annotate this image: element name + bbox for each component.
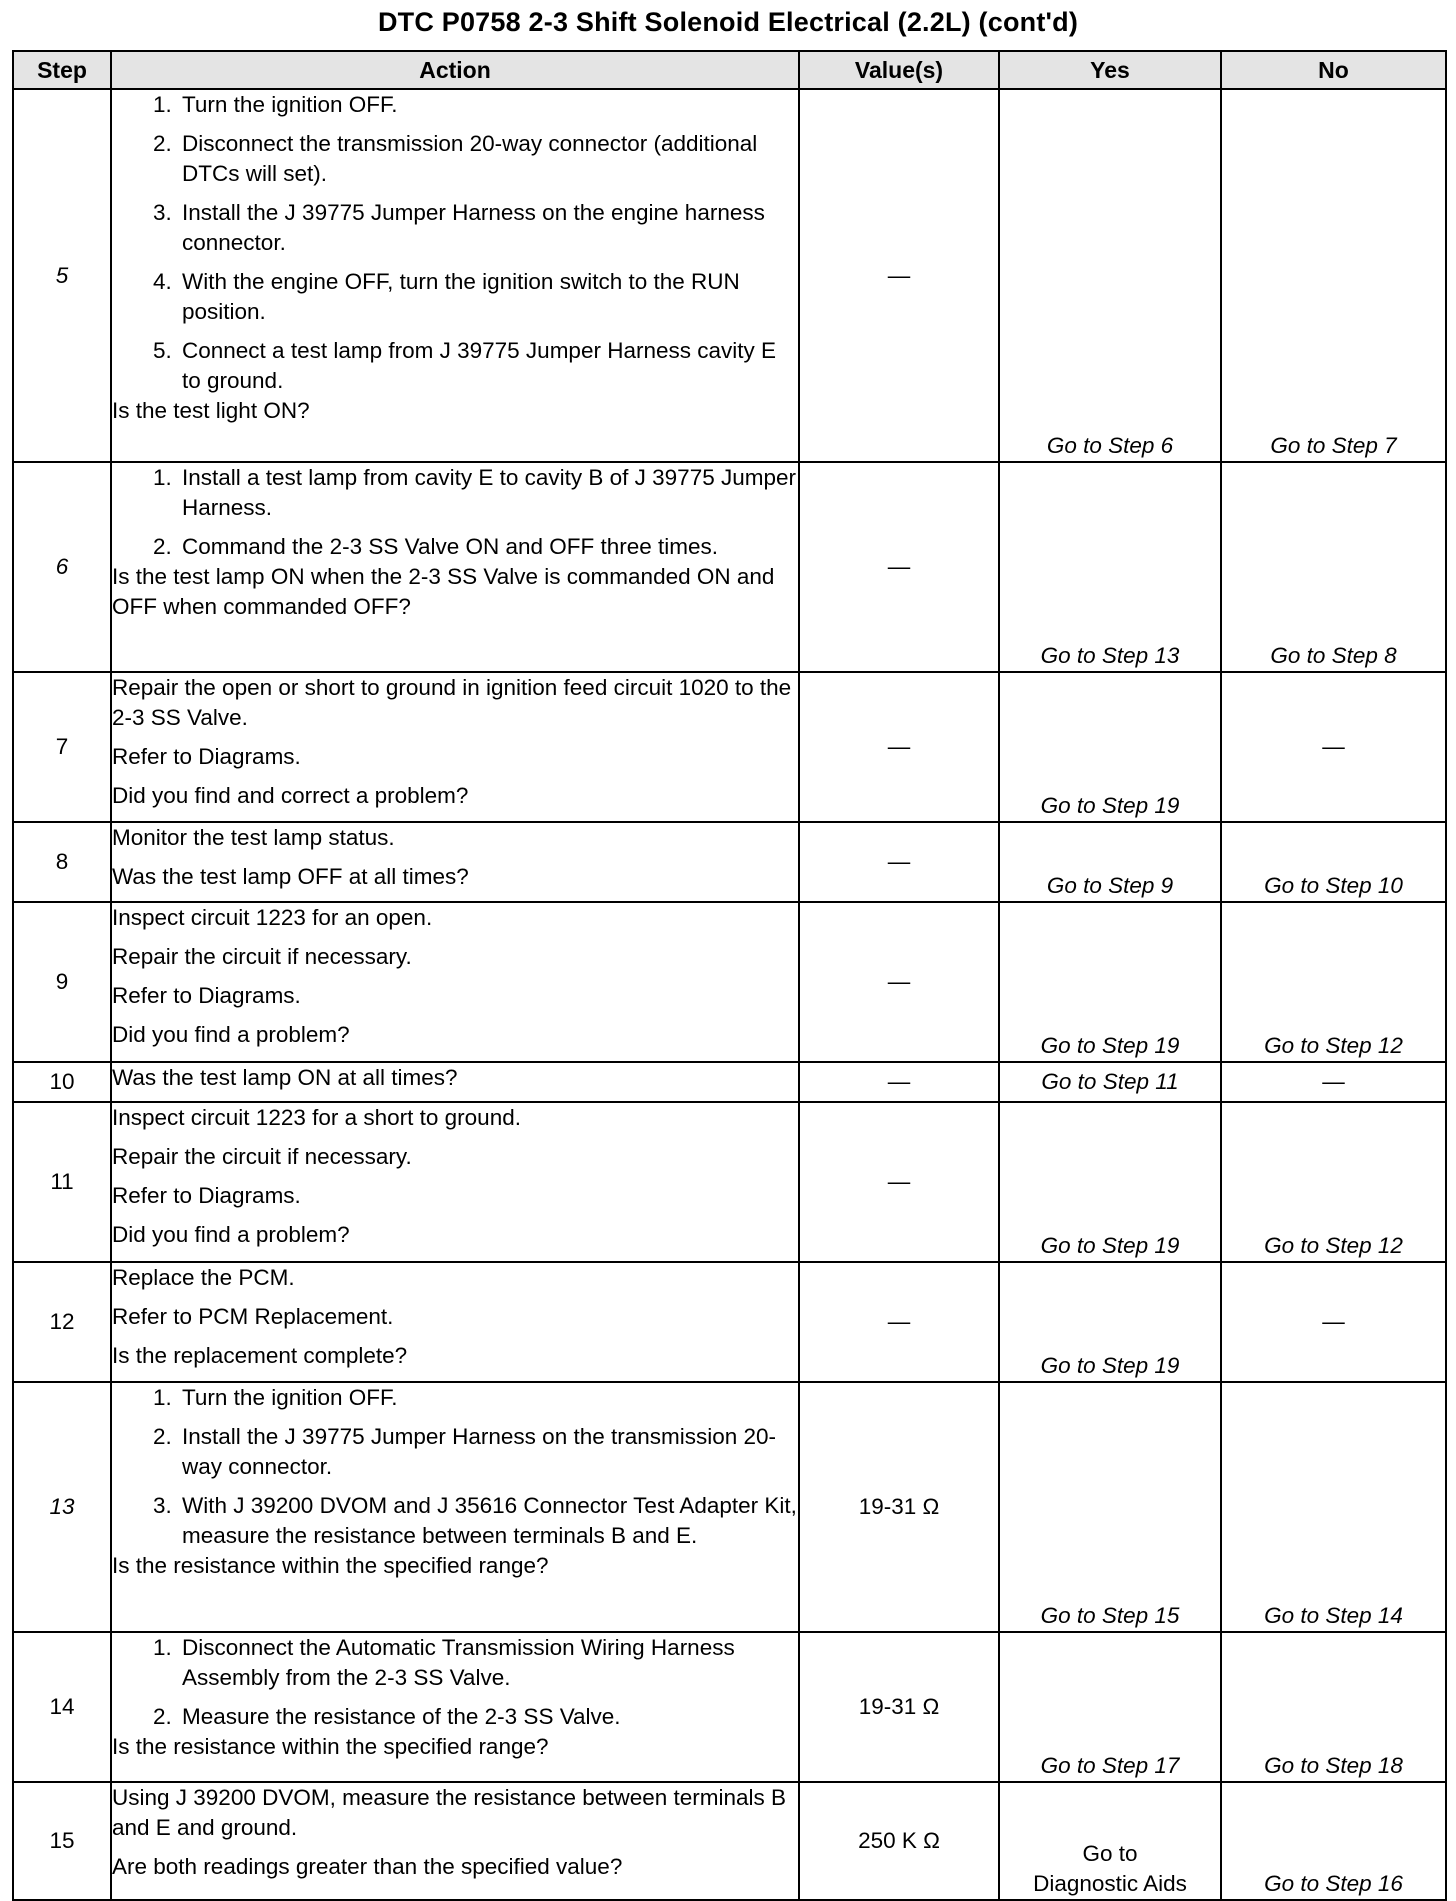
no-cell: Go to Step 16 <box>1221 1782 1446 1900</box>
yes-cell: Go to Step 19 <box>999 1262 1221 1382</box>
action-cell <box>111 1382 799 1632</box>
action-line: Repair the circuit if necessary. <box>112 1144 412 1169</box>
action-line: Refer to PCM Replacement. <box>112 1304 394 1329</box>
action-question: Did you find and correct a problem? <box>112 783 469 808</box>
action-question: Did you find a problem? <box>112 1222 350 1247</box>
yes-cell: Go to Step 11 <box>999 1062 1221 1102</box>
step-number: 11 <box>13 1102 111 1262</box>
action-cell <box>111 1262 799 1382</box>
diagnostic-table <box>12 50 1447 1901</box>
action-line: Inspect circuit 1223 for an open. <box>112 905 433 930</box>
action-list-item: 3. Install the J 39775 Jumper Harness on the engine harness connector. <box>178 198 798 258</box>
action-question: Is the test lamp ON when the 2-3 SS Valve is commanded ON and OFF when commanded OFF? <box>112 564 775 619</box>
header-action: Action <box>111 51 799 89</box>
action-cell <box>111 1782 799 1900</box>
step-number: 7 <box>13 672 111 822</box>
action-list-item: 2. Command the 2-3 SS Valve ON and OFF three times. <box>178 532 798 562</box>
header-yes: Yes <box>999 51 1221 89</box>
header-step: Step <box>13 51 111 89</box>
no-cell: Go to Step 7 <box>1221 89 1446 462</box>
value-cell: 19-31 Ω <box>799 1382 999 1632</box>
action-question: Is the resistance within the specified range? <box>112 1553 549 1578</box>
table-row <box>13 902 1446 1062</box>
action-question: Is the resistance within the specified range? <box>112 1734 549 1759</box>
table-row <box>13 1262 1446 1382</box>
value-cell: — <box>799 89 999 462</box>
action-cell <box>111 672 799 822</box>
table-row <box>13 1632 1446 1782</box>
value-cell: — <box>799 1102 999 1262</box>
action-line: Repair the open or short to ground in ignition feed circuit 1020 to the 2-3 SS Valve. <box>112 675 792 730</box>
step-number: 5 <box>13 89 111 462</box>
no-cell: Go to Step 14 <box>1221 1382 1446 1632</box>
yes-cell: Go to Step 17 <box>999 1632 1221 1782</box>
action-list-item: 1. Install a test lamp from cavity E to cavity B of J 39775 Jumper Harness. <box>178 463 798 523</box>
table-row <box>13 1102 1446 1262</box>
action-line: Replace the PCM. <box>112 1265 295 1290</box>
no-cell: Go to Step 10 <box>1221 822 1446 902</box>
yes-line: Go to <box>1082 1841 1138 1866</box>
page-title: DTC P0758 2-3 Shift Solenoid Electrical (2.2L) (cont'd) <box>377 7 1079 37</box>
no-cell: Go to Step 18 <box>1221 1632 1446 1782</box>
yes-cell: Go to Step 19 <box>999 902 1221 1062</box>
value-cell: — <box>799 1062 999 1102</box>
action-question: Is the replacement complete? <box>112 1343 408 1368</box>
value-cell: — <box>799 672 999 822</box>
action-list-item: 3. With J 39200 DVOM and J 35616 Connector Test Adapter Kit, measure the resistance between terminals B and E. <box>178 1491 798 1551</box>
step-number: 13 <box>13 1382 111 1632</box>
action-list-item: 1. Turn the ignition OFF. <box>178 1383 798 1413</box>
action-line: Refer to Diagrams. <box>112 744 301 769</box>
value-cell: 250 K Ω <box>799 1782 999 1900</box>
action-cell <box>111 902 799 1062</box>
yes-cell: Go to Step 19 <box>999 672 1221 822</box>
action-cell <box>111 1062 799 1102</box>
header-value: Value(s) <box>799 51 999 89</box>
action-line: Refer to Diagrams. <box>112 983 301 1008</box>
table-header-row <box>13 51 1446 89</box>
yes-cell: Go to Step 13 <box>999 462 1221 672</box>
action-line: Monitor the test lamp status. <box>112 825 395 850</box>
table-row <box>13 822 1446 902</box>
action-list-item: 4. With the engine OFF, turn the ignition switch to the RUN position. <box>178 267 798 327</box>
table-row <box>13 1382 1446 1632</box>
action-list-item: 5. Connect a test lamp from J 39775 Jumper Harness cavity E to ground. <box>178 336 798 396</box>
action-cell <box>111 1102 799 1262</box>
yes-line: Diagnostic Aids <box>1033 1871 1187 1896</box>
action-cell <box>111 1632 799 1782</box>
action-question: Is the test light ON? <box>112 398 310 423</box>
action-line: Inspect circuit 1223 for a short to ground. <box>112 1105 521 1130</box>
action-line: Using J 39200 DVOM, measure the resistance between terminals B and E and ground. <box>112 1785 787 1840</box>
value-cell: — <box>799 1262 999 1382</box>
yes-cell: Go to Step 19 <box>999 1102 1221 1262</box>
action-line: Repair the circuit if necessary. <box>112 944 412 969</box>
no-cell: — <box>1221 672 1446 822</box>
value-cell: — <box>799 822 999 902</box>
value-cell: — <box>799 902 999 1062</box>
action-cell <box>111 462 799 672</box>
action-question: Was the test lamp OFF at all times? <box>112 864 469 889</box>
yes-cell: Go to Step 6 <box>999 89 1221 462</box>
value-cell: 19-31 Ω <box>799 1632 999 1782</box>
table-row <box>13 1062 1446 1102</box>
yes-cell <box>999 1782 1221 1900</box>
action-question: Are both readings greater than the specified value? <box>112 1854 623 1879</box>
step-number: 15 <box>13 1782 111 1900</box>
no-cell: — <box>1221 1262 1446 1382</box>
step-number: 8 <box>13 822 111 902</box>
step-number: 9 <box>13 902 111 1062</box>
no-cell: Go to Step 12 <box>1221 902 1446 1062</box>
action-list-item: 2. Measure the resistance of the 2-3 SS Valve. <box>178 1702 798 1732</box>
action-cell <box>111 822 799 902</box>
action-list-item: 1. Turn the ignition OFF. <box>178 90 798 120</box>
action-cell <box>111 89 799 462</box>
action-question: Was the test lamp ON at all times? <box>112 1065 458 1090</box>
action-list-item: 2. Install the J 39775 Jumper Harness on the transmission 20-way connector. <box>178 1422 798 1482</box>
table-row <box>13 1782 1446 1900</box>
table-row <box>13 672 1446 822</box>
yes-cell: Go to Step 15 <box>999 1382 1221 1632</box>
step-number: 6 <box>13 462 111 672</box>
step-number: 12 <box>13 1262 111 1382</box>
yes-cell: Go to Step 9 <box>999 822 1221 902</box>
action-line: Refer to Diagrams. <box>112 1183 301 1208</box>
table-row <box>13 462 1446 672</box>
no-cell: Go to Step 8 <box>1221 462 1446 672</box>
no-cell: — <box>1221 1062 1446 1102</box>
action-list-item: 2. Disconnect the transmission 20-way connector (additional DTCs will set). <box>178 129 798 189</box>
step-number: 14 <box>13 1632 111 1782</box>
table-row <box>13 89 1446 462</box>
value-cell: — <box>799 462 999 672</box>
header-no: No <box>1221 51 1446 89</box>
action-question: Did you find a problem? <box>112 1022 350 1047</box>
no-cell: Go to Step 12 <box>1221 1102 1446 1262</box>
step-number: 10 <box>13 1062 111 1102</box>
action-list-item: 1. Disconnect the Automatic Transmission Wiring Harness Assembly from the 2-3 SS Valve. <box>178 1633 798 1693</box>
